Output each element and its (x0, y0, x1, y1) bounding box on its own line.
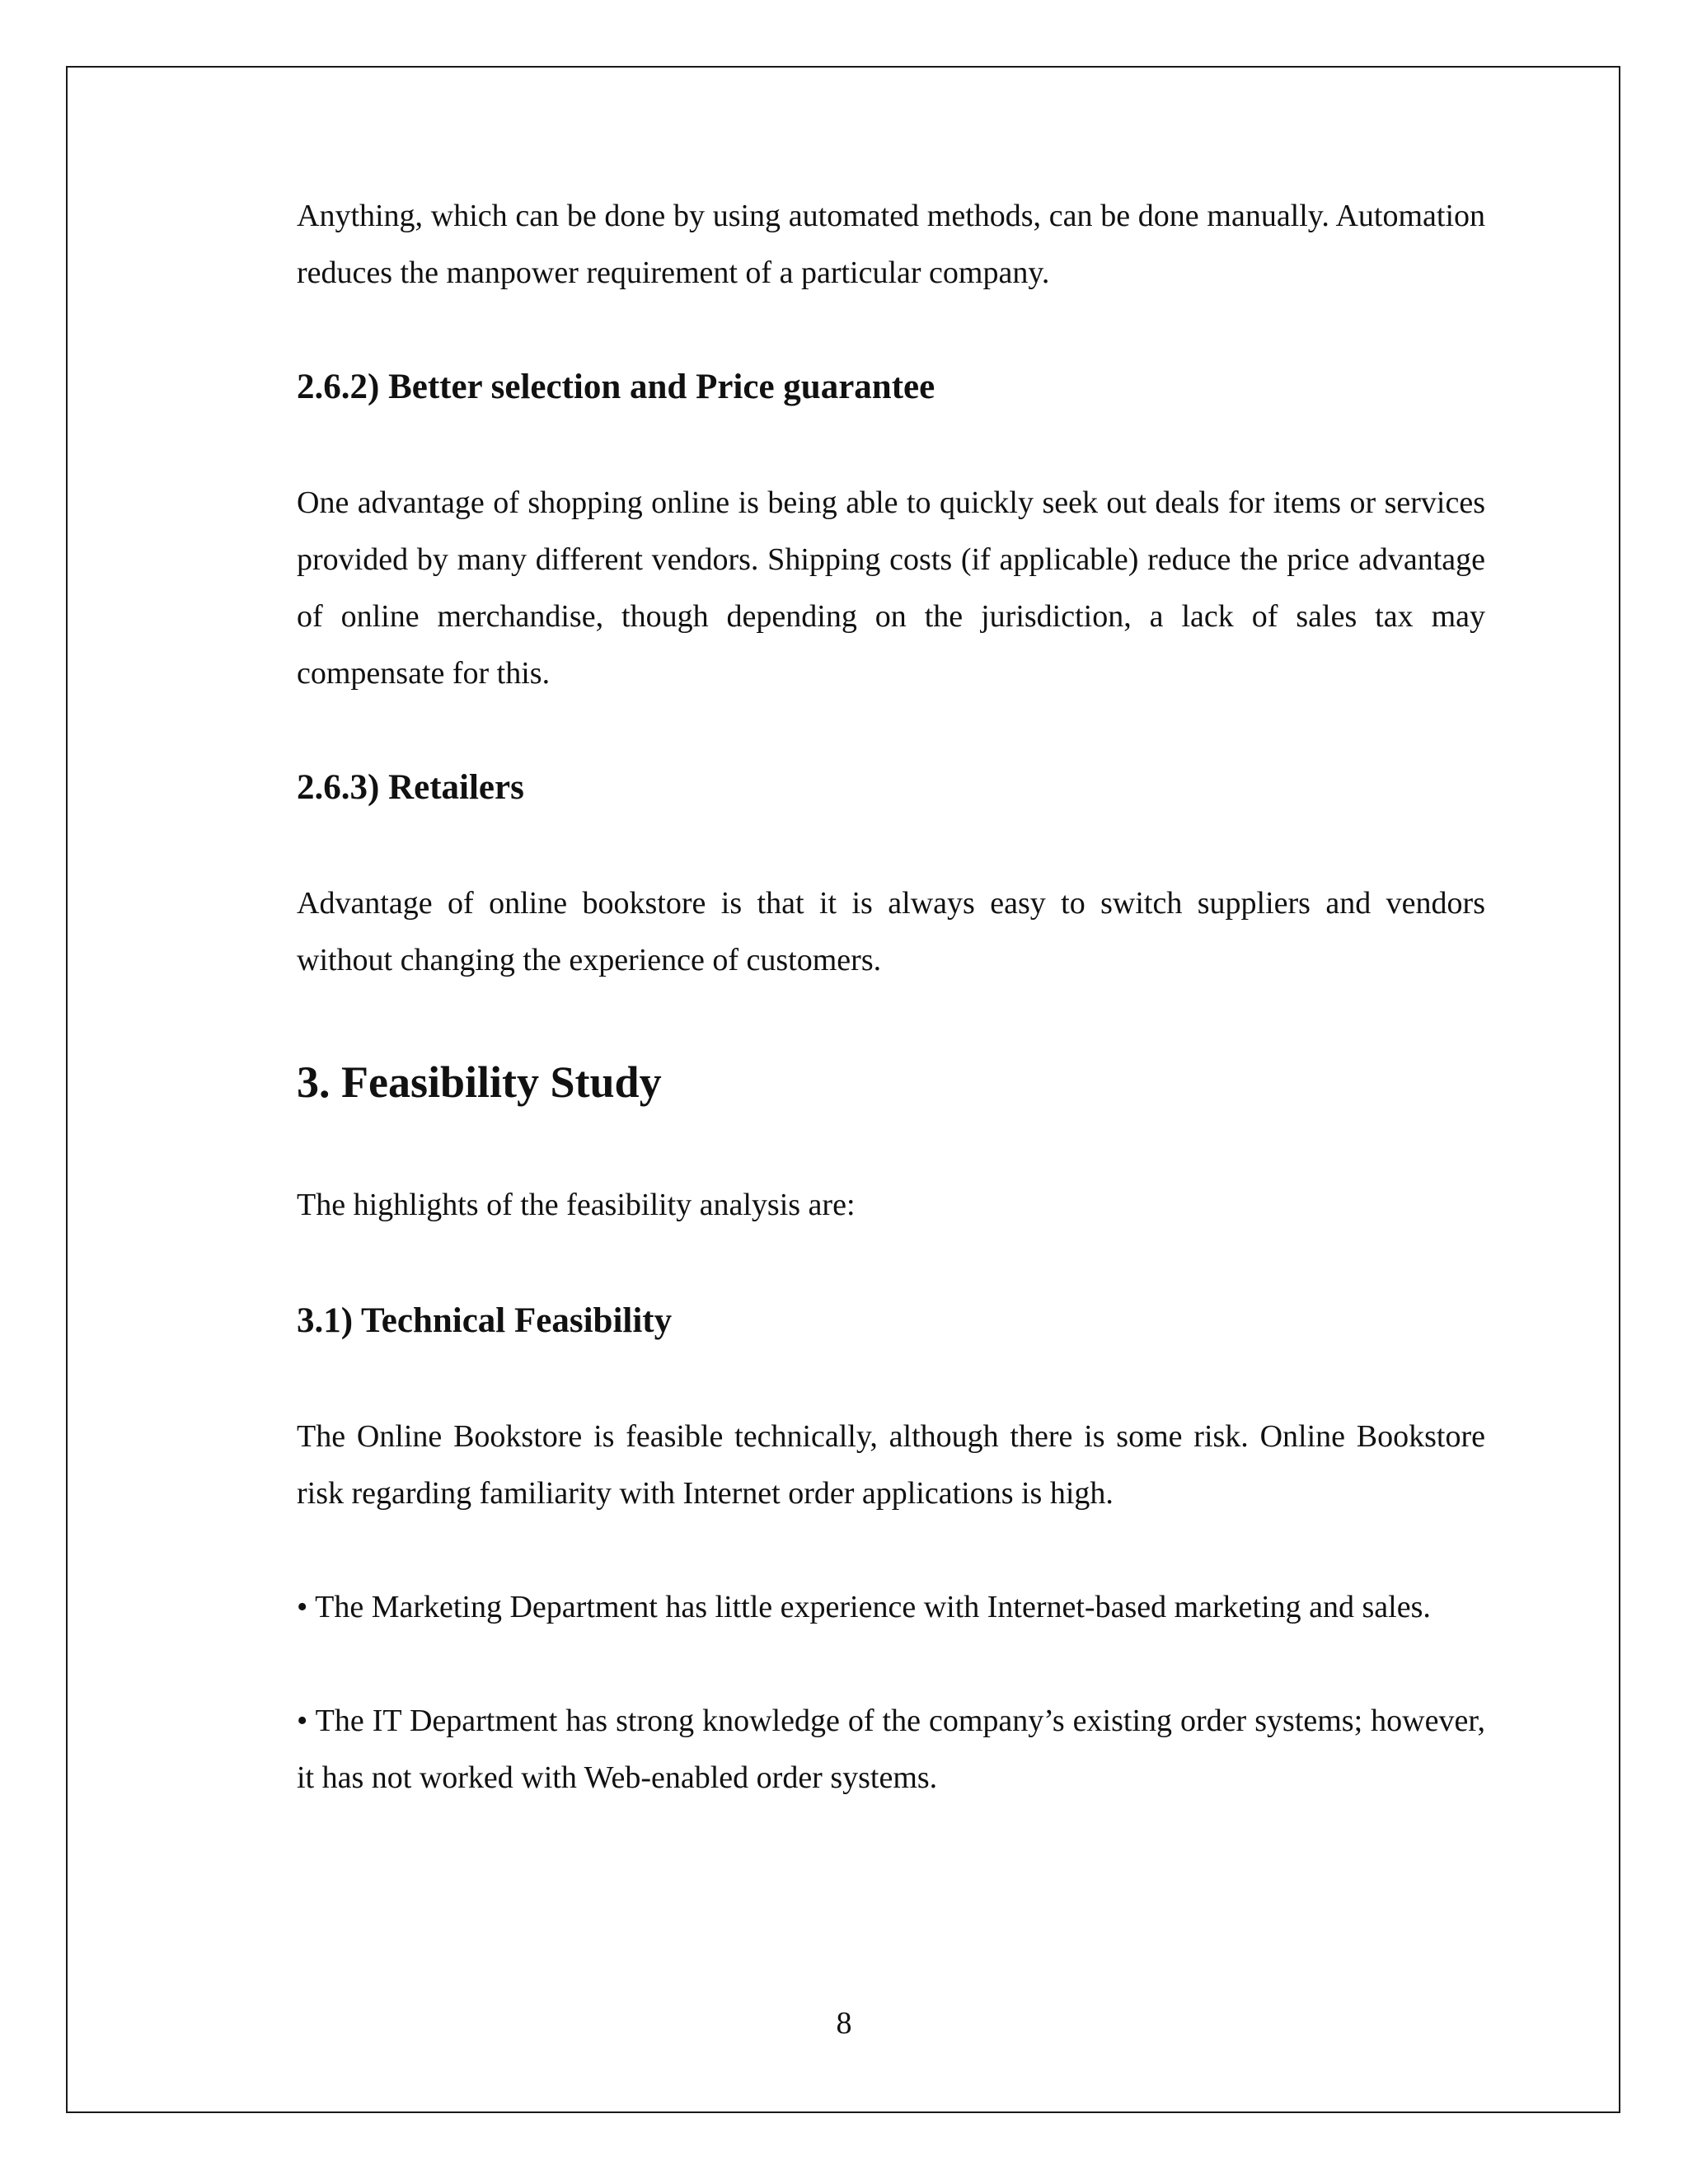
paragraph-retailers: Advantage of online bookstore is that it is always easy to switch suppliers and vendors without changing the experience of customers. (297, 886, 1485, 977)
heading-technical-feasibility: 3.1) Technical Feasibility (297, 1301, 673, 1340)
page-number: 8 (836, 2006, 852, 2041)
paragraph-automation: Anything, which can be done by using automated methods, can be done manually. Automation reduces the manpower requirement of a particular company. (297, 199, 1485, 290)
heading-feasibility-study: 3. Feasibility Study (297, 1057, 662, 1107)
paragraph-better-selection: One advantage of shopping online is being able to quickly seek out deals for items or services provided by many different vendors. Shipping costs (if applicable) reduce the price advantage of online merchandise, though depending on the jurisdiction, a lack of sales tax may compensate for this. (297, 485, 1485, 691)
heading-retailers: 2.6.3) Retailers (297, 768, 524, 807)
paragraph-feasibility-intro: The highlights of the feasibility analysis are: (297, 1188, 856, 1222)
bullet-it-department: • The IT Department has strong knowledge of the company’s existing order systems; however, it has not worked with Web-enabled order systems. (297, 1704, 1485, 1795)
paragraph-technical-feasibility: The Online Bookstore is feasible technically, although there is some risk. Online Bookstore risk regarding familiarity with Internet order applications is high. (297, 1419, 1485, 1511)
bullet-marketing-department: • The Marketing Department has little experience with Internet-based marketing and sales. (297, 1590, 1431, 1624)
document-body (297, 188, 1485, 1807)
heading-better-selection: 2.6.2) Better selection and Price guarantee (297, 368, 935, 406)
